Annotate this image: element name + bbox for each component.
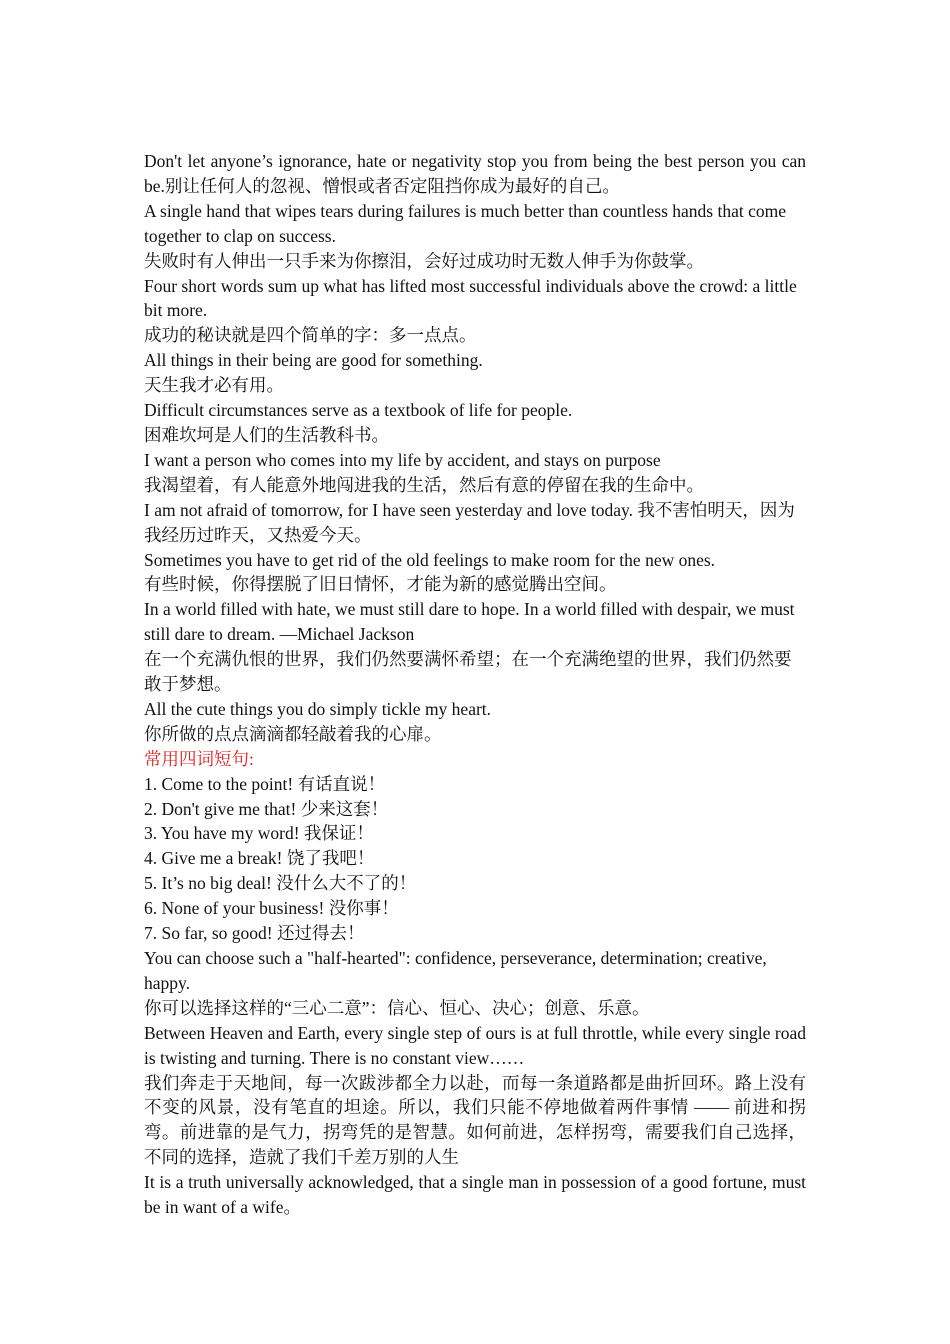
section-heading-four-word-phrases: 常用四词短句:: [144, 748, 254, 769]
quote-old-feelings-en: Sometimes you have to get rid of the old feelings to make room for the new ones.: [144, 549, 716, 570]
quote-truth-universally-acknowledged: It is a truth universally acknowledged, that a single man in possession of a good fortune, must be in want of a wife。: [144, 1172, 806, 1218]
quote-dare-to-hope-en: In a world filled with hate, we must still dare to hope. In a world filled with despair, we must still dare to dream. —Michael Jackson: [144, 599, 795, 645]
quote-old-feelings-zh: 有些时候，你得摆脱了旧日情怀，才能为新的感觉腾出空间。: [144, 574, 617, 595]
quote-half-hearted-en: You can choose such a "half-hearted": confidence, perseverance, determination; creative, happy.: [144, 948, 767, 993]
quote-half-hearted-zh: 你可以选择这样的“三心二意”：信心、恒心、决心；创意、乐意。: [144, 997, 650, 1018]
quote-difficult-circumstances-en: Difficult circumstances serve as a textbook of life for people.: [144, 400, 573, 421]
quote-single-hand-en: A single hand that wipes tears during failures is much better than countless hands that come together to clap on success.: [144, 200, 786, 246]
quote-by-accident-zh: 我渴望着，有人能意外地闯进我的生活，然后有意的停留在我的生命中。: [144, 474, 704, 495]
phrase-item-6: 6. None of your business! 没你事！: [144, 898, 399, 919]
quote-good-for-something-zh: 天生我才必有用。: [144, 375, 284, 396]
quote-heaven-and-earth-en: Between Heaven and Earth, every single step of ours is at full throttle, while every single road is twisting and turning. There is no constant view……: [144, 1022, 806, 1068]
quote-difficult-circumstances-zh: 困难坎坷是人们的生活教科书。: [144, 424, 389, 445]
quote-dare-to-hope-zh: 在一个充满仇恨的世界，我们仍然要满怀希望；在一个充满绝望的世界，我们仍然要敢于梦想。: [144, 649, 792, 695]
quote-by-accident-en: I want a person who comes into my life by accident, and stays on purpose: [144, 449, 661, 470]
quote-cute-things-zh: 你所做的点点滴滴都轻敲着我的心扉。: [144, 723, 442, 744]
phrase-item-3: 3. You have my word! 我保证！: [144, 823, 374, 844]
quote-heaven-and-earth-zh: 我们奔走于天地间，每一次跋涉都全力以赴，而每一条道路都是曲折回环。路上没有不变的风景，没有笔直的坦途。所以，我们只能不停地做着两件事情 —— 前进和拐弯。前进靠的是气力，拐弯凭的是智慧。如何前进，怎样拐弯，需要我们自己选择，不同的选择，造就了我们千差万别的人生: [144, 1072, 806, 1168]
phrase-item-1: 1. Come to the point! 有话直说！: [144, 773, 386, 794]
quote-good-for-something-en: All things in their being are good for something.: [144, 350, 483, 371]
quote-single-hand-zh: 失败时有人伸出一只手来为你擦泪，会好过成功时无数人伸手为你鼓掌。: [144, 250, 704, 271]
phrase-item-5: 5. It’s no big deal! 没什么大不了的！: [144, 873, 417, 894]
quote-best-person: Don't let anyone’s ignorance, hate or negativity stop you from being the best person you can be.别让任何人的忽视、憎恨或者否定阻挡你成为最好的自己。: [144, 151, 806, 196]
phrase-item-2: 2. Don't give me that! 少来这套！: [144, 798, 389, 819]
phrase-item-7: 7. So far, so good! 还过得去！: [144, 923, 365, 944]
quote-four-words-en: Four short words sum up what has lifted most successful individuals above the crowd: a little bit more.: [144, 275, 797, 321]
quote-four-words-zh: 成功的秘诀就是四个简单的字：多一点点。: [144, 325, 477, 346]
phrase-item-4: 4. Give me a break! 饶了我吧！: [144, 848, 375, 869]
quote-not-afraid-of-tomorrow: I am not afraid of tomorrow, for I have seen yesterday and love today. 我不害怕明天，因为我经历过昨天，又热爱今天。: [144, 499, 795, 545]
quote-cute-things-en: All the cute things you do simply tickle my heart.: [144, 698, 492, 719]
document-page: [144, 149, 806, 1220]
